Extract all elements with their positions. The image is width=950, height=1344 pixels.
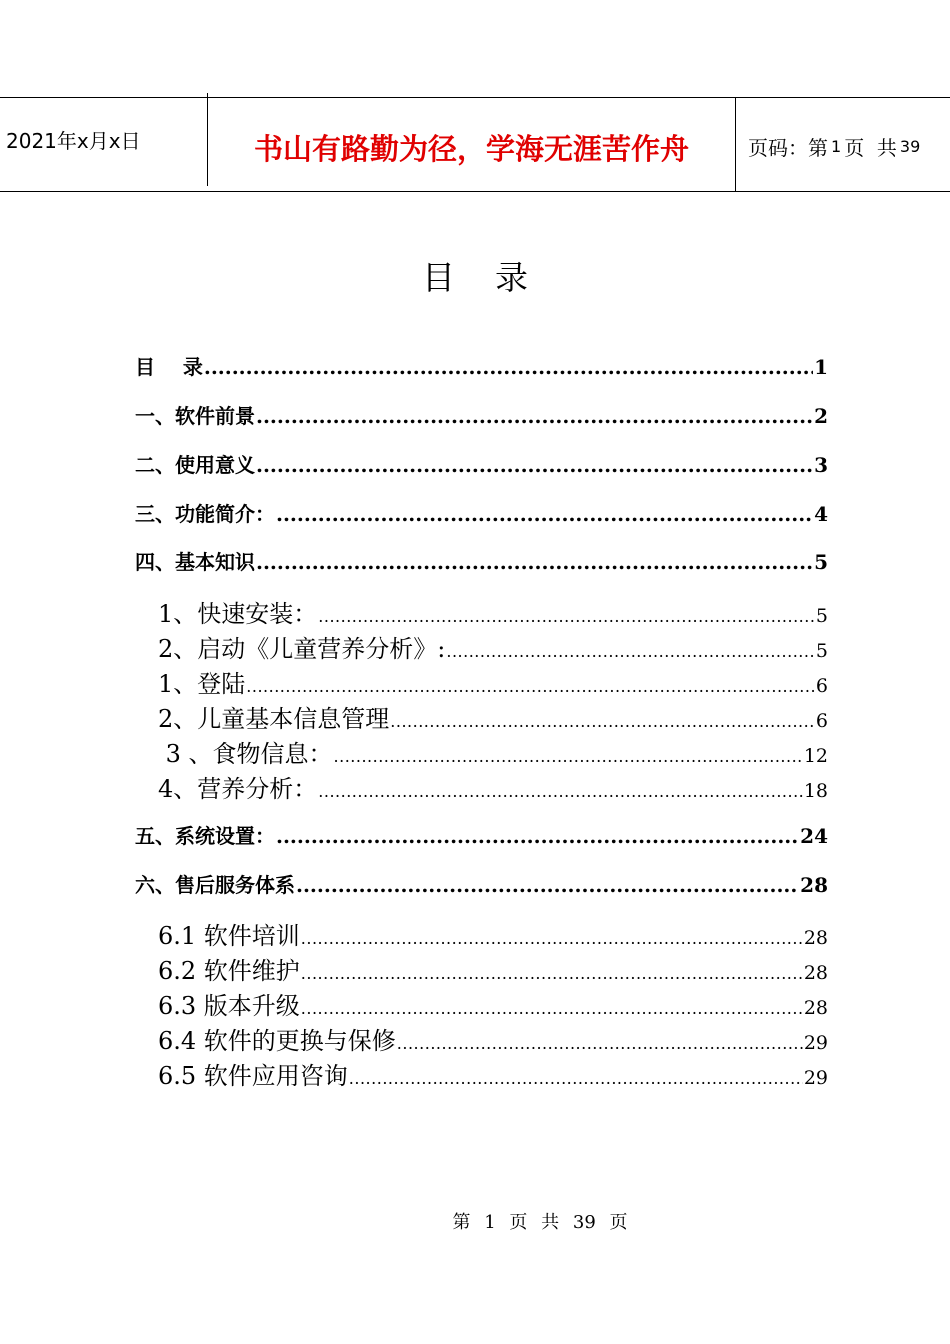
page-footer	[0, 1208, 950, 1234]
toc-leader-dots	[301, 999, 803, 1018]
toc-entry-page: 12	[803, 745, 828, 767]
toc-entry-page: 6	[815, 710, 828, 732]
toc-leader-dots	[246, 677, 815, 696]
toc-entry-label: 1、登陆	[158, 670, 246, 698]
toc-entry-page: 5	[815, 605, 828, 627]
header-page-middle: 页 共	[844, 136, 897, 160]
toc-subentry[interactable]	[158, 1056, 828, 1091]
toc-entry-label: 二、使用意义	[135, 453, 255, 477]
toc-leader-dots	[276, 824, 799, 848]
header-date: 2021年x月x日	[0, 93, 208, 186]
toc-entry-label: 四、基本知识	[135, 550, 255, 574]
toc-entry[interactable]	[135, 351, 828, 380]
toc-leader-dots	[296, 873, 799, 897]
toc-subentry[interactable]	[158, 664, 828, 699]
toc-entry-label: 1、快速安装：	[158, 600, 318, 628]
toc-leader-dots	[256, 453, 813, 477]
toc-entry-label: 六、售后服务体系	[135, 873, 295, 897]
toc-leader-dots	[334, 747, 803, 766]
toc-entry-label: 2、启动《儿童营养分析》:	[158, 635, 446, 663]
toc-entry-label: 3 、食物信息：	[158, 740, 333, 768]
toc-subentry[interactable]	[158, 951, 828, 986]
toc-leader-dots	[301, 964, 803, 983]
toc-entry-label: 6.1 软件培训	[158, 922, 300, 950]
toc-entry-label: 6.2 软件维护	[158, 957, 300, 985]
toc-entry-page: 28	[803, 962, 828, 984]
page-header	[0, 97, 950, 192]
toc-leader-dots	[318, 607, 815, 626]
header-page-prefix: 页码：第	[748, 136, 828, 160]
toc-entry[interactable]	[135, 820, 828, 849]
toc-entry-label: 2、儿童基本信息管理	[158, 705, 390, 733]
toc-subentry[interactable]	[158, 629, 828, 664]
toc-subentry[interactable]	[158, 1021, 828, 1056]
toc-leader-dots	[349, 1069, 803, 1088]
toc-subentry[interactable]	[158, 916, 828, 951]
toc-subentry[interactable]	[158, 699, 828, 734]
toc-entry-page: 24	[800, 824, 828, 848]
toc-entry-page: 28	[800, 873, 828, 897]
toc-leader-dots	[446, 642, 815, 661]
toc-entry-label: 6.5 软件应用咨询	[158, 1062, 348, 1090]
toc-entry-label: 目 录	[135, 355, 203, 379]
toc-entry-label: 4、营养分析：	[158, 775, 318, 803]
toc-entry-page: 28	[803, 927, 828, 949]
toc-entry[interactable]	[135, 400, 828, 429]
toc-entry[interactable]	[135, 498, 828, 527]
toc-entry-page: 2	[814, 404, 828, 428]
toc-entry-page: 1	[814, 355, 828, 379]
document-title: 目录	[422, 258, 568, 297]
toc-entry-page: 3	[814, 453, 828, 477]
toc-entry-label: 一、软件前景	[135, 404, 255, 428]
toc-leader-dots	[301, 929, 803, 948]
toc-subentry[interactable]	[158, 769, 828, 804]
toc-leader-dots	[256, 550, 813, 574]
footer-total-pages: 39	[572, 1212, 596, 1233]
toc-entry-page: 29	[803, 1032, 828, 1054]
footer-prefix: 第	[452, 1212, 471, 1233]
footer-middle: 页 共	[509, 1212, 560, 1233]
toc-subentry[interactable]	[158, 594, 828, 629]
toc-entry[interactable]	[135, 546, 828, 575]
header-motto: 书山有路勤为径，学海无涯苦作舟	[208, 98, 736, 191]
toc-entry-page: 28	[803, 997, 828, 1019]
toc-entry-label: 6.3 版本升级	[158, 992, 300, 1020]
footer-current-page: 1	[484, 1212, 496, 1233]
toc-entry[interactable]	[135, 869, 828, 898]
toc-subentry[interactable]	[158, 734, 828, 769]
toc-entry-page: 5	[814, 550, 828, 574]
toc-leader-dots	[276, 502, 813, 526]
toc-entry-page: 6	[815, 675, 828, 697]
toc-entry-page: 18	[803, 780, 828, 802]
toc-entry[interactable]	[135, 449, 828, 478]
toc-entry-page: 5	[815, 640, 828, 662]
toc-leader-dots	[204, 355, 813, 379]
toc-leader-dots	[256, 404, 813, 428]
toc-entry-label: 三、功能简介：	[135, 502, 275, 526]
toc-entry-label: 五、系统设置：	[135, 824, 275, 848]
header-page-current: 1	[831, 137, 842, 156]
toc-subentry[interactable]	[158, 986, 828, 1021]
toc-leader-dots	[390, 712, 815, 731]
toc-leader-dots	[318, 782, 803, 801]
toc-entry-page: 29	[803, 1067, 828, 1089]
footer-suffix: 页	[609, 1212, 628, 1233]
toc-entry-page: 4	[814, 502, 828, 526]
toc-leader-dots	[397, 1034, 803, 1053]
header-page-info	[736, 98, 950, 191]
header-page-total: 39	[899, 137, 921, 156]
toc-entry-label: 6.4 软件的更换与保修	[158, 1027, 396, 1055]
